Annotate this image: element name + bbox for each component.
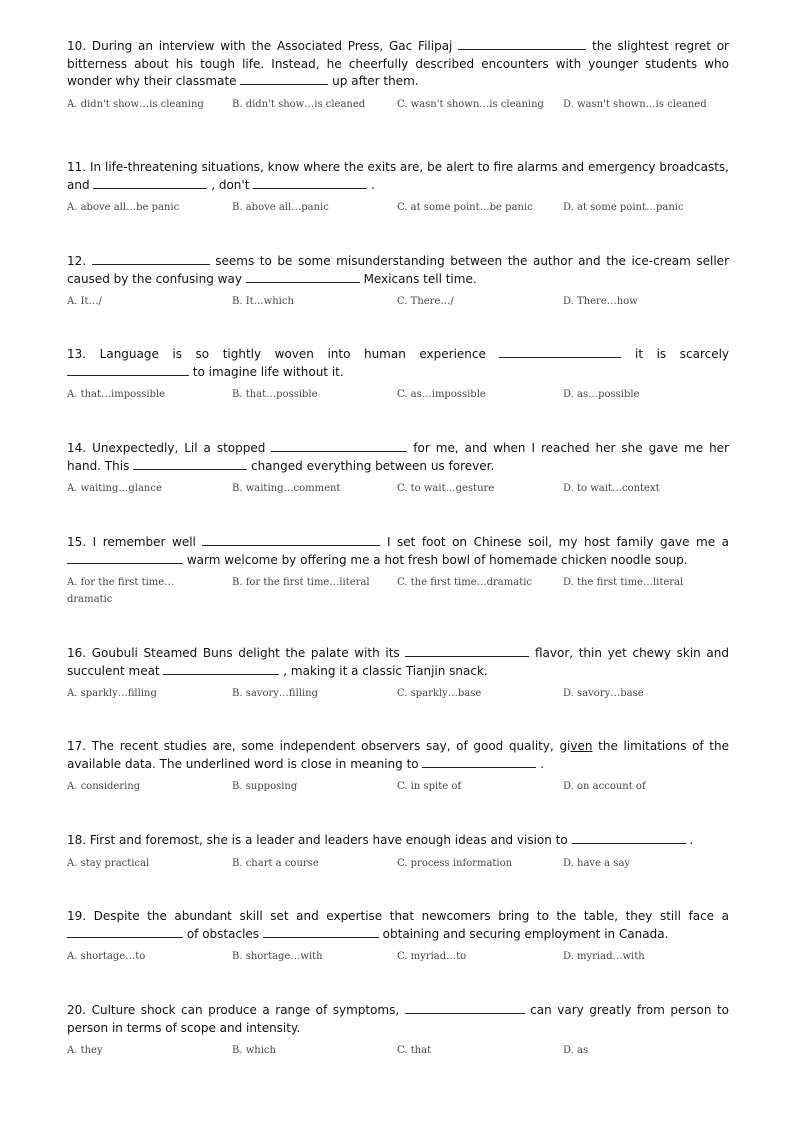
option-c[interactable]: C. There…/ bbox=[397, 296, 454, 307]
question-18 bbox=[67, 832, 729, 889]
answer-blank[interactable] bbox=[202, 534, 380, 546]
question-10 bbox=[67, 38, 729, 130]
question-stem: 17. The recent studies are, some independent observers say, of good quality, given the limitations of the available data. The underlined word is close in meaning to . bbox=[67, 739, 729, 771]
answer-blank[interactable] bbox=[163, 663, 279, 675]
question-12 bbox=[67, 253, 729, 327]
answer-options bbox=[67, 293, 729, 327]
answer-blank[interactable] bbox=[240, 73, 328, 85]
option-c[interactable]: C. to wait…gesture bbox=[397, 483, 495, 494]
option-b[interactable]: B. savory…filling bbox=[232, 688, 319, 699]
question-13 bbox=[67, 346, 729, 420]
option-a[interactable]: A. sparkly…filling bbox=[67, 688, 157, 699]
option-c[interactable]: C. at some point…be panic bbox=[397, 202, 533, 213]
answer-options bbox=[67, 1042, 729, 1076]
answer-options bbox=[67, 480, 729, 514]
option-a[interactable]: A. for the first time…dramatic bbox=[67, 577, 175, 605]
answer-options bbox=[67, 199, 729, 233]
option-c[interactable]: C. the first time…dramatic bbox=[397, 577, 533, 588]
option-b[interactable]: B. didn't show…is cleaned bbox=[232, 98, 366, 110]
question-15 bbox=[67, 534, 729, 608]
answer-options bbox=[67, 855, 729, 889]
option-a[interactable]: A. shortage…to bbox=[67, 951, 146, 962]
option-c[interactable]: C. that bbox=[397, 1045, 432, 1056]
question-stem: 14. Unexpectedly, Lil a stopped for me, and when I reached her she gave me her hand. This changed everything between us forever. bbox=[67, 441, 729, 473]
answer-blank[interactable] bbox=[499, 346, 621, 358]
question-stem: 11. In life-threatening situations, know where the exits are, be alert to fire alarms and emergency broadcasts, and , don't . bbox=[67, 160, 729, 192]
question-19 bbox=[67, 908, 729, 982]
answer-blank[interactable] bbox=[67, 926, 183, 938]
question-stem: 20. Culture shock can produce a range of symptoms, can vary greatly from person to person in terms of scope and intensity. bbox=[67, 1003, 729, 1035]
answer-options bbox=[67, 386, 729, 420]
option-a[interactable]: A. above all…be panic bbox=[67, 202, 180, 213]
option-a[interactable]: A. considering bbox=[67, 781, 141, 792]
option-c[interactable]: C. in spite of bbox=[397, 781, 462, 792]
option-b[interactable]: B. shortage…with bbox=[232, 951, 323, 962]
answer-options bbox=[67, 96, 729, 130]
option-c[interactable]: C. process information bbox=[397, 857, 513, 869]
option-d[interactable]: D. savory…base bbox=[563, 688, 644, 699]
option-d[interactable]: D. at some point…panic bbox=[563, 202, 684, 213]
option-b[interactable]: B. chart a course bbox=[232, 857, 319, 869]
option-a[interactable]: A. waiting…glance bbox=[67, 483, 162, 494]
option-d[interactable]: D. to wait…context bbox=[563, 483, 660, 494]
question-stem: 13. Language is so tightly woven into human experience it is scarcely to imagine life without it. bbox=[67, 347, 730, 379]
answer-blank[interactable] bbox=[271, 440, 407, 452]
option-b[interactable]: B. which bbox=[232, 1045, 276, 1056]
answer-options bbox=[67, 574, 729, 608]
answer-blank[interactable] bbox=[67, 552, 183, 564]
option-b[interactable]: B. above all…panic bbox=[232, 202, 329, 213]
option-a[interactable]: A. that…impossible bbox=[67, 389, 166, 400]
option-c[interactable]: C. sparkly…base bbox=[397, 688, 482, 699]
option-b[interactable]: B. that…possible bbox=[232, 389, 318, 400]
option-d[interactable]: D. myriad…with bbox=[563, 951, 645, 962]
option-d[interactable]: D. the first time…literal bbox=[563, 577, 684, 588]
option-d[interactable]: D. have a say bbox=[563, 857, 631, 869]
option-d[interactable]: D. as bbox=[563, 1045, 589, 1056]
question-17 bbox=[67, 738, 729, 812]
answer-blank[interactable] bbox=[67, 364, 189, 376]
answer-blank[interactable] bbox=[263, 926, 379, 938]
option-a[interactable]: A. It…/ bbox=[67, 296, 102, 307]
answer-blank[interactable] bbox=[572, 832, 686, 844]
option-c[interactable]: C. wasn't shown…is cleaning bbox=[397, 98, 544, 110]
underlined-word: ven bbox=[570, 739, 593, 753]
answer-blank[interactable] bbox=[253, 177, 367, 189]
option-a[interactable]: A. stay practical bbox=[67, 857, 150, 869]
question-stem: 15. I remember well I set foot on Chinese soil, my host family gave me a warm welcome by offering me a hot fresh bowl of homemade chicken noodle soup. bbox=[67, 535, 729, 567]
option-d[interactable]: D. wasn't shown…is cleaned bbox=[563, 98, 707, 110]
question-stem: 19. Despite the abundant skill set and expertise that newcomers bring to the table, they still face a of obstacles obtaining and securing employment in Canada. bbox=[67, 909, 729, 941]
answer-blank[interactable] bbox=[405, 645, 529, 657]
answer-blank[interactable] bbox=[422, 756, 536, 768]
question-stem: 18. First and foremost, she is a leader and leaders have enough ideas and vision to . bbox=[67, 833, 694, 847]
answer-blank[interactable] bbox=[133, 458, 247, 470]
question-14 bbox=[67, 440, 729, 514]
option-b[interactable]: B. supposing bbox=[232, 781, 298, 792]
question-11 bbox=[67, 159, 729, 233]
answer-blank[interactable] bbox=[246, 271, 360, 283]
answer-blank[interactable] bbox=[405, 1002, 525, 1014]
option-c[interactable]: C. as…impossible bbox=[397, 389, 486, 400]
answer-options bbox=[67, 685, 729, 719]
option-d[interactable]: D. on account of bbox=[563, 781, 646, 792]
question-stem: 12. seems to be some misunderstanding between the author and the ice-cream seller caused by the confusing way Mexicans tell time. bbox=[67, 254, 729, 286]
question-stem: 10. During an interview with the Associated Press, Gac Filipaj the slightest regret or bitterness about his tough life. Instead, he cheerfully described encounters with younger students who wonder why their classmate up after them. bbox=[67, 39, 729, 88]
option-d[interactable]: D. There…how bbox=[563, 296, 638, 307]
answer-blank[interactable] bbox=[458, 38, 586, 50]
question-16 bbox=[67, 645, 729, 719]
answer-options bbox=[67, 948, 729, 982]
question-20 bbox=[67, 1002, 729, 1076]
option-d[interactable]: D. as…possible bbox=[563, 389, 640, 400]
question-stem: 16. Goubuli Steamed Buns delight the palate with its flavor, thin yet chewy skin and succulent meat , making it a classic Tianjin snack. bbox=[67, 646, 729, 678]
answer-blank[interactable] bbox=[93, 177, 207, 189]
option-a[interactable]: A. they bbox=[67, 1045, 103, 1056]
option-b[interactable]: B. It…which bbox=[232, 296, 294, 307]
option-b[interactable]: B. for the first time…literal bbox=[232, 577, 370, 588]
option-c[interactable]: C. myriad…to bbox=[397, 951, 467, 962]
option-b[interactable]: B. waiting…comment bbox=[232, 483, 341, 494]
answer-options bbox=[67, 778, 729, 812]
answer-blank[interactable] bbox=[92, 253, 210, 265]
option-a[interactable]: A. didn't show…is cleaning bbox=[67, 98, 204, 110]
